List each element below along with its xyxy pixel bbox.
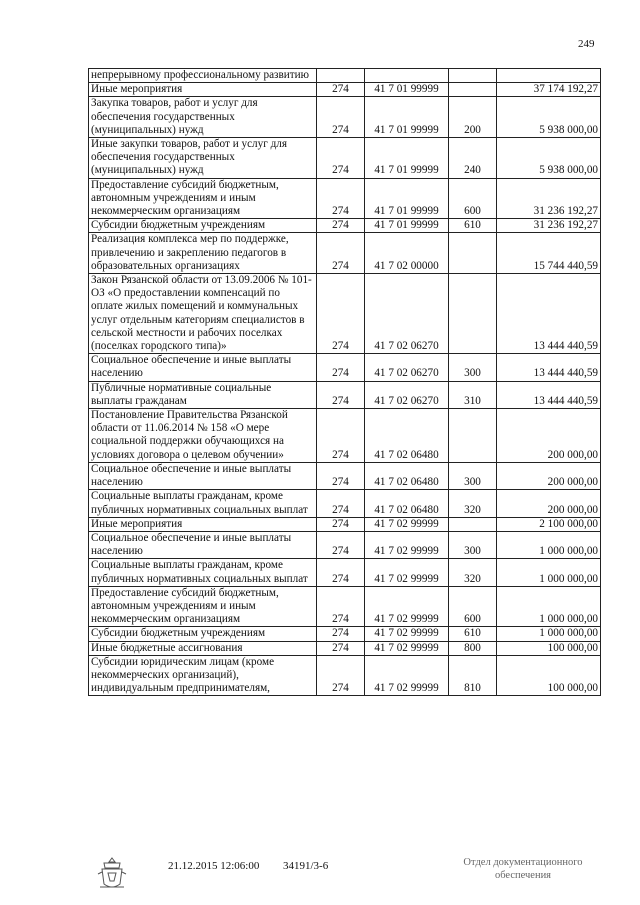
table-row: [89, 655, 601, 696]
row-admin-code: 274: [317, 559, 365, 586]
row-target-code: 41 7 01 99999: [365, 178, 449, 219]
table-row: [89, 69, 601, 83]
row-expense-type: 320: [449, 490, 497, 517]
row-name: Публичные нормативные социальные выплаты гражданам: [89, 381, 317, 408]
row-target-code: 41 7 01 99999: [365, 219, 449, 233]
row-admin-code: 274: [317, 178, 365, 219]
row-name: Иные мероприятия: [89, 517, 317, 531]
page-footer: [0, 856, 640, 896]
row-name: Иные закупки товаров, работ и услуг для обеспечения государственных (муниципальных) нужд: [89, 138, 317, 179]
row-expense-type: [449, 517, 497, 531]
row-name: Социальное обеспечение и иные выплаты населению: [89, 531, 317, 558]
row-expense-type: [449, 274, 497, 354]
coat-of-arms-icon: [92, 856, 132, 892]
row-admin-code: [317, 69, 365, 83]
table-row: [89, 586, 601, 627]
row-amount: 2 100 000,00: [497, 517, 601, 531]
row-target-code: 41 7 01 99999: [365, 97, 449, 138]
table-row: [89, 531, 601, 558]
table-row: [89, 354, 601, 381]
footer-datetime: 21.12.2015 12:06:00: [168, 860, 260, 872]
row-name: Иные бюджетные ассигнования: [89, 641, 317, 655]
row-target-code: 41 7 02 99999: [365, 641, 449, 655]
row-expense-type: 610: [449, 219, 497, 233]
table-row: [89, 83, 601, 97]
row-name: Субсидии бюджетным учреждениям: [89, 219, 317, 233]
table-row: [89, 138, 601, 179]
row-expense-type: 300: [449, 354, 497, 381]
row-admin-code: 274: [317, 83, 365, 97]
row-name: Предоставление субсидий бюджетным, автономным учреждениям и иным некоммерческим организациям: [89, 586, 317, 627]
row-amount: 15 744 440,59: [497, 233, 601, 274]
row-admin-code: 274: [317, 381, 365, 408]
row-amount: 200 000,00: [497, 490, 601, 517]
row-admin-code: 274: [317, 586, 365, 627]
table-row: [89, 462, 601, 489]
table-row: [89, 97, 601, 138]
row-target-code: 41 7 02 06270: [365, 354, 449, 381]
row-admin-code: 274: [317, 641, 365, 655]
row-target-code: 41 7 01 99999: [365, 138, 449, 179]
row-expense-type: 600: [449, 586, 497, 627]
row-target-code: 41 7 02 06480: [365, 409, 449, 463]
row-target-code: 41 7 02 99999: [365, 559, 449, 586]
row-amount: 13 444 440,59: [497, 274, 601, 354]
row-expense-type: 810: [449, 655, 497, 696]
row-amount: 100 000,00: [497, 655, 601, 696]
row-expense-type: 320: [449, 559, 497, 586]
row-target-code: 41 7 02 00000: [365, 233, 449, 274]
row-target-code: 41 7 02 06270: [365, 381, 449, 408]
row-amount: 1 000 000,00: [497, 586, 601, 627]
table-row: [89, 409, 601, 463]
row-admin-code: 274: [317, 138, 365, 179]
row-name: Субсидии бюджетным учреждениям: [89, 627, 317, 641]
row-target-code: 41 7 02 99999: [365, 655, 449, 696]
row-amount: 200 000,00: [497, 409, 601, 463]
row-name: Закупка товаров, работ и услуг для обеспечения государственных (муниципальных) нужд: [89, 97, 317, 138]
row-name: Социальное обеспечение и иные выплаты населению: [89, 462, 317, 489]
row-expense-type: 200: [449, 97, 497, 138]
row-name: Социальные выплаты гражданам, кроме публичных нормативных социальных выплат: [89, 490, 317, 517]
table-row: [89, 233, 601, 274]
table-row: [89, 178, 601, 219]
row-amount: 37 174 192,27: [497, 83, 601, 97]
row-target-code: [365, 69, 449, 83]
row-admin-code: 274: [317, 490, 365, 517]
table-row: [89, 490, 601, 517]
row-name: непрерывному профессиональному развитию: [89, 69, 317, 83]
row-expense-type: 800: [449, 641, 497, 655]
row-target-code: 41 7 02 99999: [365, 627, 449, 641]
row-admin-code: 274: [317, 409, 365, 463]
row-target-code: 41 7 02 06480: [365, 462, 449, 489]
row-expense-type: 300: [449, 531, 497, 558]
row-expense-type: [449, 409, 497, 463]
row-admin-code: 274: [317, 354, 365, 381]
table-row: [89, 627, 601, 641]
row-admin-code: 274: [317, 274, 365, 354]
budget-table: [88, 68, 601, 696]
row-target-code: 41 7 02 06270: [365, 274, 449, 354]
stamp-line-1: Отдел документационного: [463, 857, 583, 868]
row-amount: 1 000 000,00: [497, 627, 601, 641]
row-amount: 5 938 000,00: [497, 97, 601, 138]
table-row: [89, 517, 601, 531]
department-stamp: [448, 856, 598, 882]
row-amount: 31 236 192,27: [497, 178, 601, 219]
row-admin-code: 274: [317, 462, 365, 489]
row-amount: 200 000,00: [497, 462, 601, 489]
row-amount: 1 000 000,00: [497, 559, 601, 586]
row-expense-type: 240: [449, 138, 497, 179]
row-amount: 1 000 000,00: [497, 531, 601, 558]
row-target-code: 41 7 02 99999: [365, 531, 449, 558]
row-expense-type: [449, 83, 497, 97]
page-number: 249: [578, 38, 595, 50]
row-expense-type: [449, 69, 497, 83]
table-row: [89, 381, 601, 408]
row-name: Закон Рязанской области от 13.09.2006 № 101-ОЗ «О предоставлении компенсаций по оплате жилых помещений и коммунальных услуг отдельным категориям специалистов в сельской местности и рабочих поселках (поселках городского типа)»: [89, 274, 317, 354]
row-amount: [497, 69, 601, 83]
stamp-line-2: обеспечения: [494, 870, 552, 881]
table-row: [89, 641, 601, 655]
row-amount: 5 938 000,00: [497, 138, 601, 179]
row-admin-code: 274: [317, 97, 365, 138]
table-row: [89, 559, 601, 586]
row-name: Постановление Правительства Рязанской области от 11.06.2014 № 158 «О мере социальной поддержки обучающихся на условиях договора о целевом обучении»: [89, 409, 317, 463]
row-expense-type: [449, 233, 497, 274]
row-amount: 13 444 440,59: [497, 354, 601, 381]
row-admin-code: 274: [317, 233, 365, 274]
table-row: [89, 219, 601, 233]
row-admin-code: 274: [317, 531, 365, 558]
row-expense-type: 600: [449, 178, 497, 219]
row-expense-type: 610: [449, 627, 497, 641]
row-amount: 13 444 440,59: [497, 381, 601, 408]
row-expense-type: 300: [449, 462, 497, 489]
row-expense-type: 310: [449, 381, 497, 408]
footer-document-number: 34191/3-6: [283, 860, 329, 872]
row-name: Иные мероприятия: [89, 83, 317, 97]
table-row: [89, 274, 601, 354]
row-name: Реализация комплекса мер по поддержке, привлечению и закреплению педагогов в образовательных организациях: [89, 233, 317, 274]
row-name: Социальные выплаты гражданам, кроме публичных нормативных социальных выплат: [89, 559, 317, 586]
row-admin-code: 274: [317, 627, 365, 641]
row-amount: 100 000,00: [497, 641, 601, 655]
row-target-code: 41 7 02 99999: [365, 517, 449, 531]
row-admin-code: 274: [317, 655, 365, 696]
row-target-code: 41 7 02 06480: [365, 490, 449, 517]
row-target-code: 41 7 01 99999: [365, 83, 449, 97]
row-admin-code: 274: [317, 517, 365, 531]
row-name: Предоставление субсидий бюджетным, автономным учреждениям и иным некоммерческим организациям: [89, 178, 317, 219]
row-target-code: 41 7 02 99999: [365, 586, 449, 627]
row-name: Субсидии юридическим лицам (кроме некоммерческих организаций), индивидуальным предпринимателям,: [89, 655, 317, 696]
row-name: Социальное обеспечение и иные выплаты населению: [89, 354, 317, 381]
row-amount: 31 236 192,27: [497, 219, 601, 233]
row-admin-code: 274: [317, 219, 365, 233]
